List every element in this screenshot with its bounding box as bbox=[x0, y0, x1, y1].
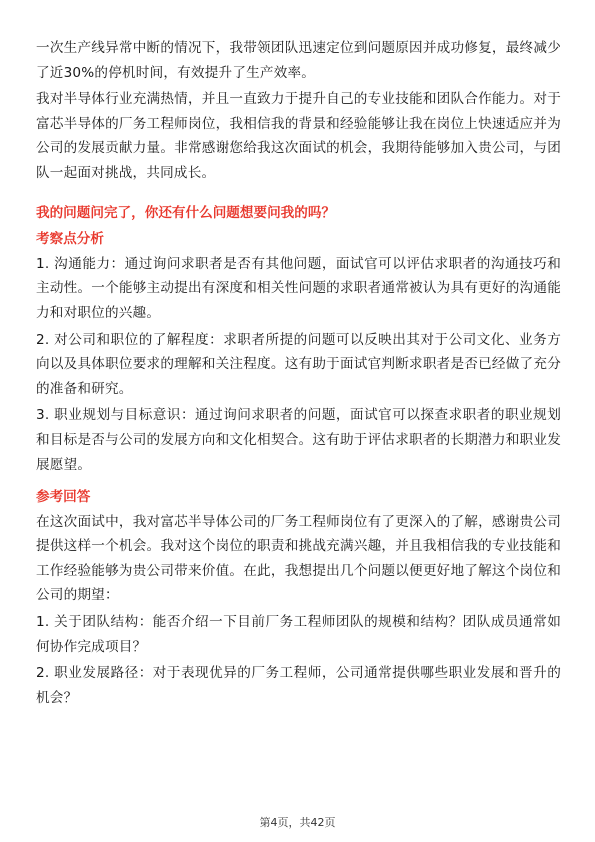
intro-paragraph: 我对半导体行业充满热情，并且一直致力于提升自己的专业技能和团队合作能力。对于富芯半导体的厂务工程师岗位，我相信我的背景和经验能够让我在岗位上快速适应并为公司的发展贡献力量。非常感谢您给我这次面试的机会，我期待能够加入贵公司，与团队一起面对挑战，共同成长。 bbox=[36, 91, 561, 181]
answer-label: 参考回答 bbox=[36, 489, 91, 506]
answer-intro: 在这次面试中，我对富芯半导体公司的厂务工程师岗位有了更深入的了解，感谢贵公司提供这样一个机会。我对这个岗位的职责和挑战充满兴趣，并且我相信我的专业技能和工作经验能够为贵公司带来价值。在此，我想提出几个问题以便更好地了解这个岗位和公司的期望： bbox=[36, 513, 561, 604]
analysis-item: 1. 沟通能力：通过询问求职者是否有其他问题，面试官可以评估求职者的沟通技巧和主动性。一个能够主动提出有深度和相关性问题的求职者通常被认为具有更好的沟通能力和对职位的兴趣。 bbox=[36, 255, 561, 321]
analysis-label: 考察点分析 bbox=[36, 231, 104, 248]
page-number: 第4页，共42页 bbox=[259, 816, 336, 829]
answer-item: 1. 关于团队结构：能否介绍一下目前厂务工程师团队的规模和结构？团队成员通常如何协作完成项目？ bbox=[36, 614, 561, 655]
intro-paragraph: 一次生产线异常中断的情况下，我带领团队迅速定位到问题原因并成功修复，最终减少了近30%的停机时间，有效提升了生产效率。 bbox=[36, 40, 561, 81]
answer-item: 2. 职业发展路径：对于表现优异的厂务工程师，公司通常提供哪些职业发展和晋升的机会？ bbox=[36, 665, 561, 706]
analysis-item: 3. 职业规划与目标意识：通过询问求职者的问题，面试官可以探查求职者的职业规划和目标是否与公司的发展方向和文化相契合。这有助于评估求职者的长期潜力和职业发展愿望。 bbox=[36, 407, 561, 473]
document-page bbox=[36, 36, 561, 712]
question-heading: 我的问题问完了，你还有什么问题想要问我的吗？ bbox=[36, 204, 336, 221]
analysis-item: 2. 对公司和职位的了解程度：求职者所提的问题可以反映出其对于公司文化、业务方向以及具体职位要求的理解和关注程度。这有助于面试官判断求职者是否已经做了充分的准备和研究。 bbox=[36, 331, 561, 397]
